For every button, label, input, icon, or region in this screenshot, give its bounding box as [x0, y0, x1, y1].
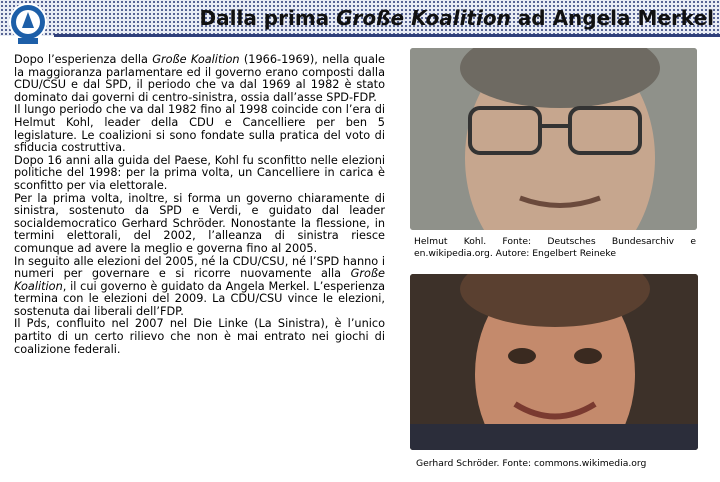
title-prefix: Dalla prima [199, 6, 337, 30]
title-italic: Große Koalition [336, 6, 511, 30]
paragraph-4: Per la prima volta, inoltre, si forma un governo chiaramente di sinistra, sostenuto da SPD e Verdi, e guidato dal leader socialdemocratico Gerhard Schröder. Nonostante la flessione, in termini elettorali, del 2002, l’alleanza di sinistra riesce comunque ad avere la meglio e governa fino al 2005. [14, 191, 385, 255]
photo-kohl [410, 48, 697, 230]
paragraph-1 [14, 54, 385, 104]
paragraph-2: Il lungo periodo che va dal 1982 fino al 1998 coincide con l’era di Helmut Kohl, leader della CDU e Cancelliere per ben 5 legislature. Le coalizioni si sono fondate sulla pratica del voto di sfiducia costruttiva. [14, 103, 385, 155]
paragraph-6: Il Pds, confluito nel 2007 nel Die Linke (La Sinistra), è l’unico partito di un certo rilievo che non è mai entrato nei giochi di coalizione federali. [14, 317, 385, 356]
paragraph-1-start: Dopo l’esperienza della [14, 53, 153, 66]
logo-icon [4, 2, 52, 46]
paragraph-3: Dopo 16 anni alla guida del Paese, Kohl fu sconfitto nelle elezioni politiche del 1998: per la prima volta, un Cancelliere in carica è sconfitto per via elettorale. [14, 153, 385, 192]
paragraph-1-italic: Große Koalition [152, 53, 240, 66]
paragraph-5-start: In seguito alle elezioni del 2005, né la CDU/CSU, né l’SPD hanno i numeri per governare e si ricorre nuovamente alla [14, 254, 385, 281]
caption-schroeder: Gerhard Schröder. Fonte: commons.wikimedia.org [416, 458, 647, 469]
caption-kohl: Helmut Kohl. Fonte: Deutsches Bundesarchiv e en.wikipedia.org. Autore: Engelbert Reineke [414, 236, 696, 259]
paragraph-5-rest: , il cui governo è guidato da Angela Merkel. L’esperienza termina con le elezioni del 2009. La CDU/CSU vince le elezioni, sostenuta dai liberali dell’FDP. [14, 279, 385, 318]
title-suffix: ad Angela Merkel [510, 6, 714, 30]
page-title [200, 6, 714, 30]
header-rule [54, 34, 720, 37]
paragraph-5-italic: Große Koalition [14, 267, 385, 293]
paragraph-5 [14, 256, 385, 319]
photo-schroeder [410, 274, 698, 450]
paragraph-1-rest: (1966-1969), nella quale la maggioranza parlamentare ed il governo erano composti dalla CDU/CSU e dal SPD, il periodo che va dal 1969 al 1982 è stato dominato dai governi di centro-sinistra, ossia dall’asse SPD-FDP. [14, 53, 385, 104]
body-text [14, 54, 385, 356]
